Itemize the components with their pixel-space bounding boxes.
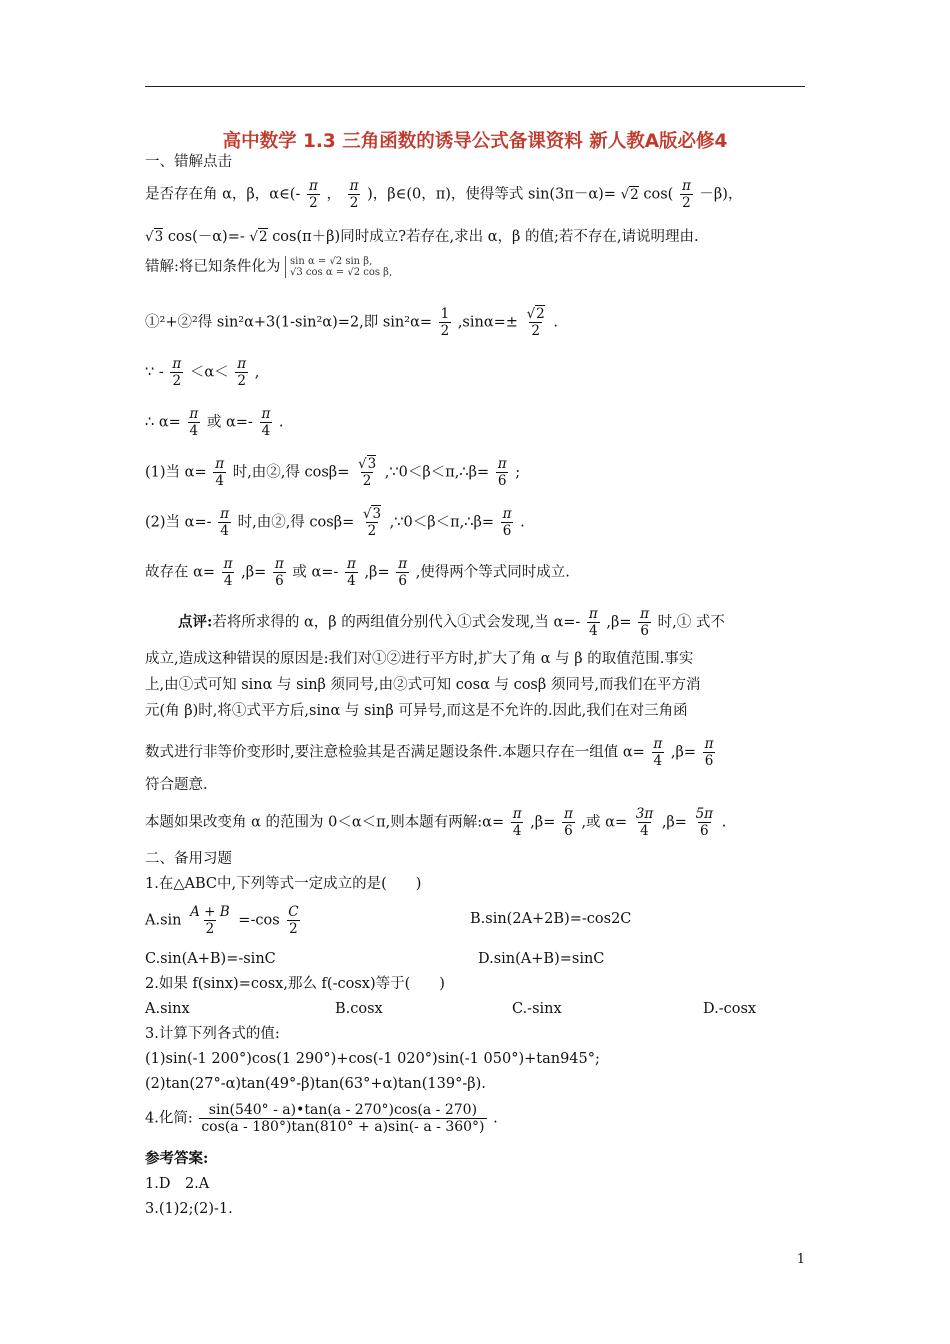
fraction: $\frac{3\pi}{4}$ [635, 806, 654, 839]
question-3-part-2: (2)tan(27°-α)tan(49°-β)tan(63°+α)tan(139°-β). [145, 1076, 486, 1092]
fraction: $\frac{√3}{2}$ [357, 456, 377, 489]
comment-line-6: 符合题意. [145, 777, 208, 793]
fraction: $\frac{\pi}{4}$ [653, 736, 663, 769]
question-3-part-1: (1)sin(-1 200°)cos(1 290°)+cos(-1 020°)sin(-1 050°)+tan945°; [145, 1051, 600, 1067]
question-1-option-b: B.sin(2A+2B)=-cos2C [470, 911, 632, 927]
page-number: 1 [796, 1252, 805, 1267]
question-1-stem: 1.在△ABC中,下列等式一定成立的是( ) [145, 876, 422, 892]
section-heading-1: 一、错解点击 [145, 154, 232, 170]
fraction: $\frac{\pi}{4}$ [346, 556, 356, 589]
case-2: (2)当 α=- $\frac{\pi}{4}$ 时,由②,得 cosβ= $\frac{√3}{2}$ ,∵0＜β＜π,∴β= $\frac{\pi}{6}$ . [145, 506, 525, 539]
wrong-line-1: ①²+②²得 sin²α+3(1-sin²α)=2,即 sin²α= $\frac{1}{2}$ ,sinα=± $\frac{√2}{2}$ . [145, 306, 558, 339]
page-title: 高中数学 1.3 三角函数的诱导公式备课资料 新人教A版必修4 [222, 131, 728, 152]
fraction: $\frac{C}{2}$ [288, 904, 299, 937]
problem-line-1: 是否存在角 α，β，α∈(- $\frac{\pi}{2}$ ， $\frac{\pi}{2}$ )，β∈(0，π)，使得等式 sin(3π－α)= √2 cos( $\frac{\pi}{2}$ －β)， [145, 178, 743, 211]
section-heading-2: 二、备用习题 [145, 851, 232, 867]
question-2-option-c: C.-sinx [512, 1001, 562, 1017]
fraction: $\frac{√3}{2}$ [362, 506, 382, 539]
question-2-option-b: B.cosx [335, 1001, 383, 1017]
fraction: $\frac{\sin(540^\circ - a)•\tan(a - 270^\circ)\cos(a - 270)}{\cos(a - 180^\circ)\tan(810^\circ + a)\sin(- a - 360^\circ)}$ [201, 1102, 485, 1135]
problem-line-2: √3 cos(－α)=- √2 cos(π＋β)同时成立?若存在,求出 α，β 的值;若不存在,请说明理由. [145, 229, 699, 245]
question-4: 4.化简: $\frac{\sin(540^\circ - a)•\tan(a - 270^\circ)\cos(a - 270)}{\cos(a - 180^\circ)\tan(810^\circ + a)\sin(- a - 360^\circ)}$ . [145, 1102, 498, 1135]
sqrt: √2 [620, 186, 639, 203]
fraction: $\frac{\pi}{6}$ [563, 806, 573, 839]
sqrt: √2 [249, 229, 268, 245]
fraction: $\frac{\pi}{2}$ [237, 356, 247, 389]
answers-heading: 参考答案: [145, 1150, 209, 1167]
fraction: $\frac{\pi}{6}$ [640, 606, 650, 639]
header-rule [145, 86, 805, 87]
fraction: $\frac{\pi}{6}$ [497, 456, 507, 489]
question-1-option-c: C.sin(A+B)=-sinC [145, 951, 276, 967]
comment-line-2: 成立,造成这种错误的原因是:我们对①②进行平方时,扩大了角 α 与 β 的取值范围.事实 [145, 651, 694, 667]
comment-line-1: 点评:若将所求得的 α，β 的两组值分别代入①式会发现,当 α=- $\frac{\pi}{4}$ ,β= $\frac{\pi}{6}$ 时,① 式不 [178, 606, 725, 639]
case-1: (1)当 α= $\frac{\pi}{4}$ 时,由②,得 cosβ= $\frac{√3}{2}$ ,∵0＜β＜π,∴β= $\frac{\pi}{6}$ ; [145, 456, 521, 489]
fraction: $\frac{A + B}{2}$ [190, 904, 230, 937]
fraction: $\frac{\pi}{4}$ [588, 606, 598, 639]
answers-line-1: 1.D 2.A [145, 1176, 210, 1192]
fraction: $\frac{\pi}{2}$ [172, 356, 182, 389]
fraction: $\frac{\pi}{4}$ [223, 556, 233, 589]
fraction: $\frac{\pi}{4}$ [512, 806, 522, 839]
wrong-line-3: ∴ α= $\frac{\pi}{4}$ 或 α=- $\frac{\pi}{4}$ . [145, 406, 284, 439]
sqrt: √3 [145, 229, 164, 245]
fraction: $\frac{√2}{2}$ [526, 306, 545, 339]
fraction: $\frac{\pi}{2}$ [681, 178, 691, 211]
question-2-option-d: D.-cosx [703, 1001, 757, 1017]
fraction: $\frac{\pi}{6}$ [398, 556, 408, 589]
answers-line-2: 3.(1)2;(2)-1. [145, 1201, 233, 1217]
fraction: $\frac{5\pi}{6}$ [695, 806, 714, 839]
fraction: $\frac{1}{2}$ [440, 306, 450, 339]
fraction: $\frac{\pi}{4}$ [220, 506, 229, 539]
fraction: $\frac{\pi}{4}$ [261, 406, 271, 439]
wrong-line-2: ∵ - $\frac{\pi}{2}$ ＜α＜ $\frac{\pi}{2}$ , [145, 356, 260, 389]
fraction: $\frac{\pi}{6}$ [502, 506, 512, 539]
fraction: $\frac{\pi}{2}$ [349, 178, 359, 211]
question-1-option-a: A.sin $\frac{A + B}{2}$ =-cos $\frac{C}{2}$ [145, 904, 299, 937]
fraction: $\frac{\pi}{6}$ [274, 556, 284, 589]
comment-line-5: 数式进行非等价变形时,要注意检验其是否满足题设条件.本题只存在一组值 α= $\frac{\pi}{4}$ ,β= $\frac{\pi}{6}$ [145, 736, 714, 769]
question-1-option-d: D.sin(A+B)=sinC [478, 951, 605, 967]
fraction: $\frac{\pi}{6}$ [704, 736, 714, 769]
equation-system: sin α = √2 sin β, √3 cos α = √2 cos β, [285, 256, 392, 278]
fraction: $\frac{\pi}{4}$ [215, 456, 225, 489]
question-3-stem: 3.计算下列各式的值: [145, 1026, 280, 1042]
fraction: $\frac{\pi}{2}$ [308, 178, 318, 211]
fraction: $\frac{\pi}{4}$ [189, 406, 199, 439]
question-2-stem: 2.如果 f(sinx)=cosx,那么 f(-cosx)等于( ) [145, 976, 445, 992]
conclusion: 故存在 α= $\frac{\pi}{4}$ ,β= $\frac{\pi}{6}$ 或 α=- $\frac{\pi}{4}$ ,β= $\frac{\pi}{6}$ ,使得两个等式同时成立. [145, 556, 570, 589]
comment-line-7: 本题如果改变角 α 的范围为 0＜α＜π,则本题有两解:α= $\frac{\pi}{4}$ ,β= $\frac{\pi}{6}$ ,或 α= $\frac{3\pi}{4}$ ,β= $\frac{5\pi}{6}$ . [145, 806, 727, 839]
comment-line-4: 元(角 β)时,将①式平方后,sinα 与 sinβ 可异号,而这是不允许的.因此,我们在对三角函 [145, 703, 688, 719]
question-2-option-a: A.sinx [145, 1001, 190, 1017]
comment-line-3: 上,由①式可知 sinα 与 sinβ 须同号,由②式可知 cosα 与 cosβ 须同号,而我们在平方消 [145, 677, 701, 693]
wrong-intro: 错解:将已知条件化为 sin α = √2 sin β, √3 cos α = √2 cos β, [145, 256, 393, 278]
